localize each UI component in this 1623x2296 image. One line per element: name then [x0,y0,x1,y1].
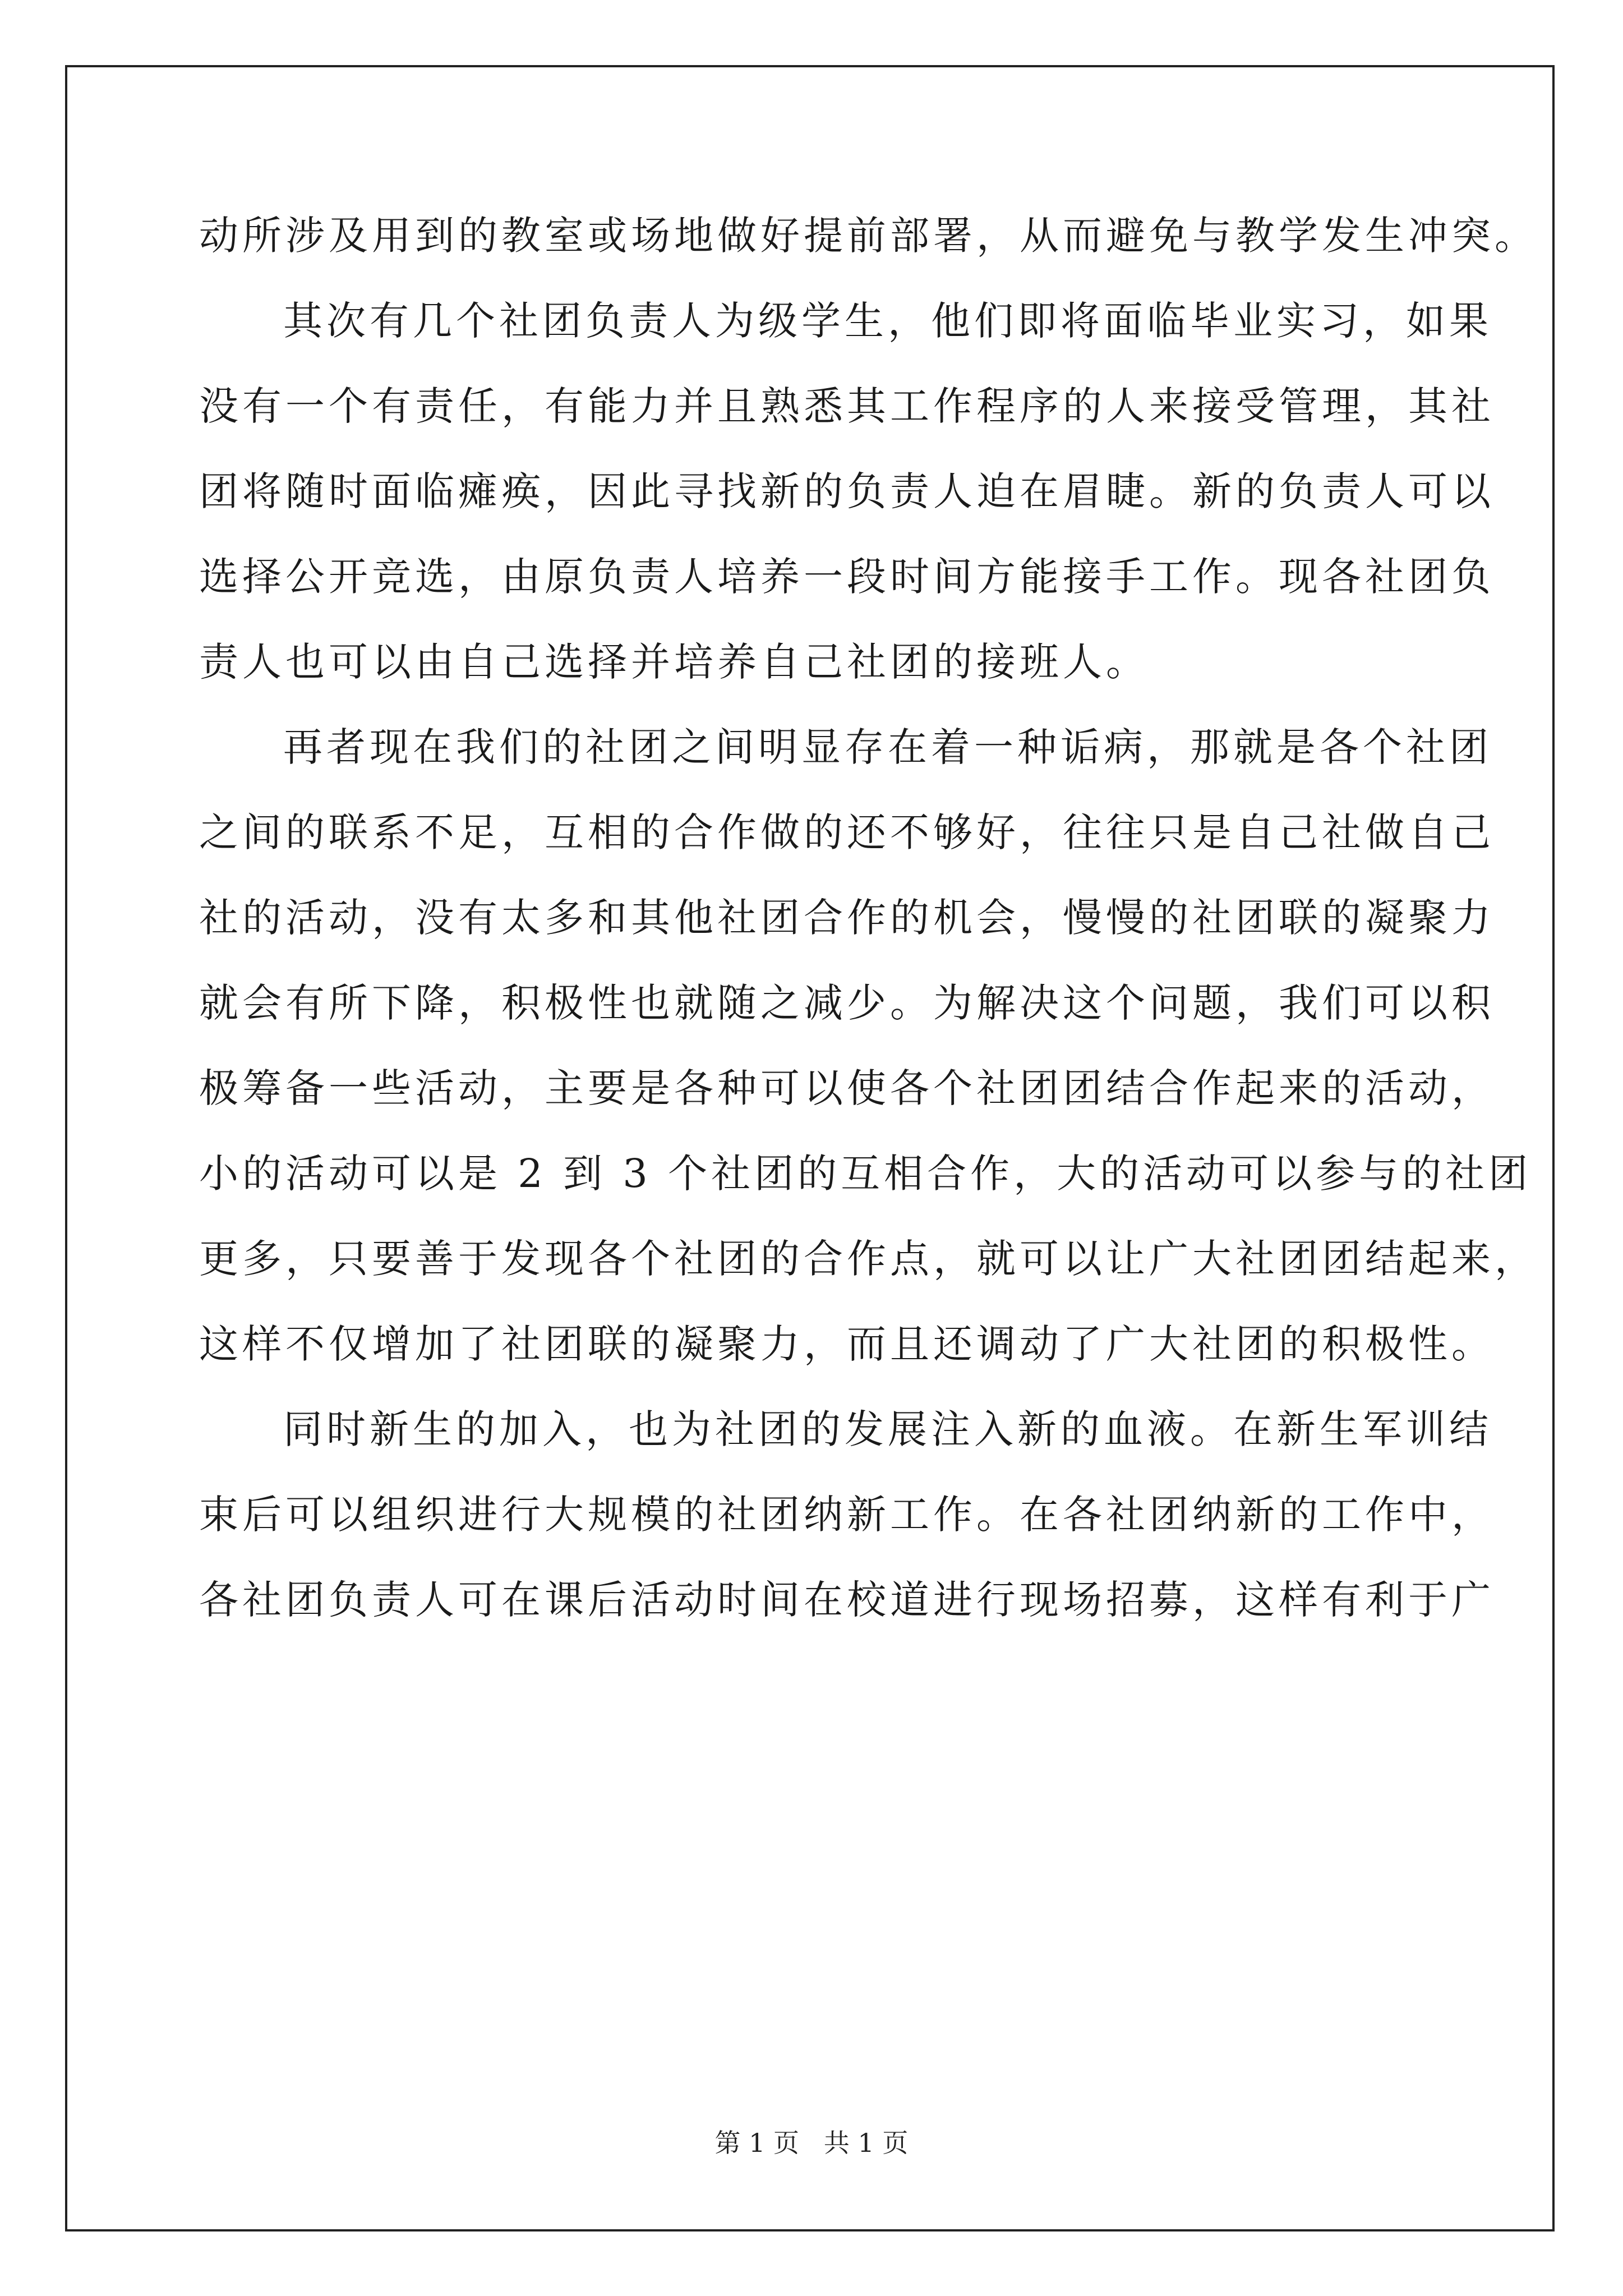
document-body [199,208,1538,1657]
text-line: 束后可以组织进行大规模的社团纳新工作。在各社团纳新的工作中， [199,1492,1495,1538]
text-line: 各社团负责人可在课后活动时间在校道进行现场招募，这样有利于广 [199,1577,1495,1623]
text-line: 没有一个有责任，有能力并且熟悉其工作程序的人来接受管理，其社 [199,383,1495,429]
page-footer: 第 1 页 共 1 页 [714,2128,909,2158]
paragraph-start-line: 再者现在我们的社团之间明显存在着一种诟病，那就是各个社团 [283,724,1492,770]
text-line: 就会有所下降，积极性也就随之减少。为解决这个问题，我们可以积 [199,980,1495,1026]
text-line: 这样不仅增加了社团联的凝聚力，而且还调动了广大社团的积极性。 [199,1321,1495,1367]
text-line: 极筹备一些活动，主要是各种可以使各个社团团结合作起来的活动， [199,1065,1495,1111]
text-line: 社的活动，没有太多和其他社团合作的机会，慢慢的社团联的凝聚力 [199,895,1495,941]
paragraph-start-line: 同时新生的加入，也为社团的发展注入新的血液。在新生军训结 [283,1406,1492,1452]
text-line: 之间的联系不足，互相的合作做的还不够好，往往只是自己社做自己 [199,809,1495,855]
paragraph-start-line: 其次有几个社团负责人为级学生，他们即将面临毕业实习，如果 [283,298,1492,344]
text-line: 责人也可以由自己选择并培养自己社团的接班人。 [199,639,1149,685]
text-line: 选择公开竞选，由原负责人培养一段时间方能接手工作。现各社团负 [199,554,1495,600]
text-line: 团将随时面临瘫痪，因此寻找新的负责人迫在眉睫。新的负责人可以 [199,468,1495,514]
text-line: 小的活动可以是 2 到 3 个社团的互相合作，大的活动可以参与的社团 [199,1151,1532,1197]
text-line: 动所涉及用到的教室或场地做好提前部署，从而避免与教学发生冲突。 [199,213,1538,259]
text-line: 更多，只要善于发现各个社团的合作点，就可以让广大社团团结起来， [199,1236,1538,1282]
